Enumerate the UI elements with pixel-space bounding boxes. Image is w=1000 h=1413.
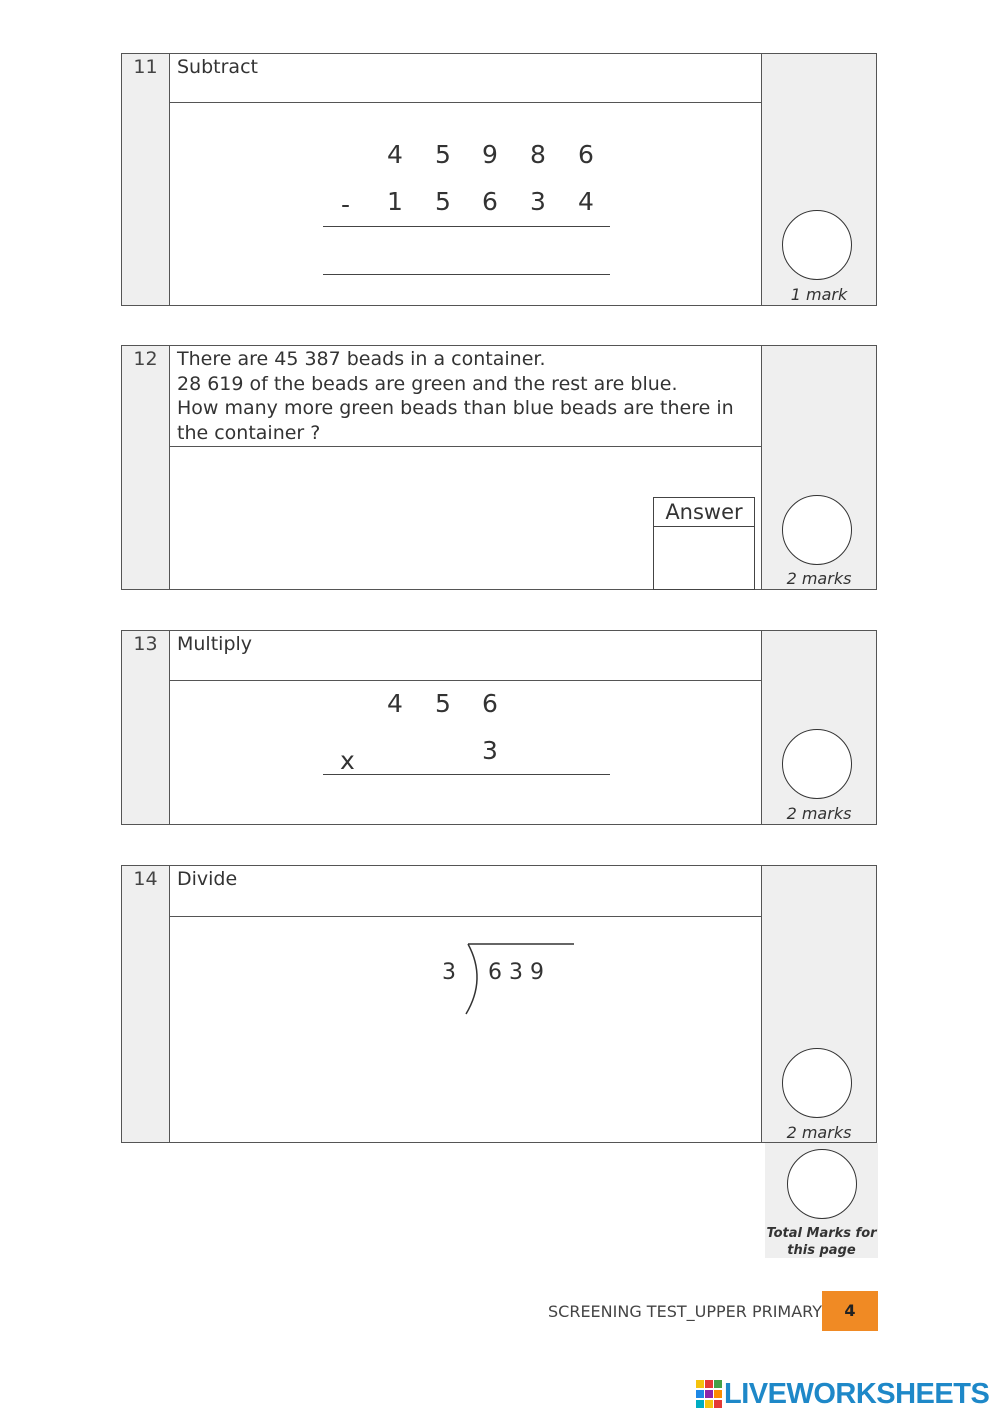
question-prompt <box>169 346 762 447</box>
multiplicand-digit: 6 <box>482 689 498 718</box>
question-number-column <box>122 346 170 589</box>
mark-circle[interactable] <box>782 210 852 280</box>
minuend-digit: 9 <box>482 140 498 169</box>
mark-column <box>761 346 876 589</box>
marks-label: 1 mark <box>790 285 848 304</box>
divisor: 3 <box>442 960 456 985</box>
total-marks-panel <box>765 1143 878 1258</box>
mark-circle[interactable] <box>782 729 852 799</box>
mark-circle[interactable] <box>782 495 852 565</box>
question-12 <box>121 345 877 590</box>
subtrahend-digit: 1 <box>387 187 403 216</box>
prompt-line: 28 619 of the beads are green and the rest are blue. <box>177 372 678 395</box>
marks-label: 2 marks <box>786 1123 852 1142</box>
page-number: 4 <box>822 1291 878 1331</box>
minuend-digit: 5 <box>435 140 451 169</box>
mark-circle[interactable] <box>782 1048 852 1118</box>
question-number-column <box>122 866 170 1142</box>
answer-label: Answer <box>654 498 754 527</box>
question-number-column <box>122 631 170 824</box>
prompt-line: There are 45 387 beads in a container. <box>177 348 546 370</box>
minuend-digit: 8 <box>530 140 546 169</box>
minus-sign: - <box>341 190 351 219</box>
total-marks-label: Total Marks for this page <box>766 1226 877 1258</box>
marks-label: 2 marks <box>786 804 852 823</box>
prompt-line: the container ? <box>177 421 321 444</box>
question-number: 12 <box>133 348 158 370</box>
prompt-line: How many more green beads than blue beads are there in <box>177 397 734 419</box>
mark-column <box>761 54 876 305</box>
question-13 <box>121 630 877 825</box>
multiplier-digit: 3 <box>482 736 498 765</box>
subtrahend-digit: 4 <box>578 187 594 216</box>
prompt-text: Subtract <box>177 56 258 78</box>
dividend: 6 3 9 <box>488 960 544 985</box>
prompt-text: Multiply <box>177 633 253 655</box>
marks-label: 2 marks <box>786 569 852 588</box>
sum-line <box>323 226 610 227</box>
minuend-digit: 4 <box>387 140 403 169</box>
multiplicand-digit: 5 <box>435 689 451 718</box>
mark-column <box>761 866 876 1142</box>
footer-title: SCREENING TEST_UPPER PRIMARY <box>548 1302 823 1321</box>
question-number-column <box>122 54 170 305</box>
minuend-digit: 6 <box>578 140 594 169</box>
subtrahend-digit: 5 <box>435 187 451 216</box>
answer-box[interactable] <box>653 497 755 590</box>
liveworksheets-logo[interactable] <box>696 1377 989 1411</box>
question-prompt <box>169 866 762 917</box>
question-prompt <box>169 54 762 103</box>
prompt-text: Divide <box>177 868 238 890</box>
multiplicand-digit: 4 <box>387 689 403 718</box>
question-number: 11 <box>133 56 158 78</box>
total-marks-circle[interactable] <box>787 1149 857 1219</box>
liveworksheets-logo-icon <box>696 1380 722 1408</box>
prompt-text <box>177 347 734 445</box>
question-11 <box>121 53 877 306</box>
answer-line[interactable] <box>323 274 610 275</box>
question-number: 13 <box>133 633 158 655</box>
subtrahend-digit: 6 <box>482 187 498 216</box>
subtrahend-digit: 3 <box>530 187 546 216</box>
logo-text: LIVEWORKSHEETS <box>724 1377 990 1410</box>
question-14 <box>121 865 877 1143</box>
question-number: 14 <box>133 868 158 890</box>
multiply-sign: x <box>340 746 355 775</box>
mark-column <box>761 631 876 824</box>
question-prompt <box>169 631 762 681</box>
product-line[interactable] <box>323 774 610 775</box>
